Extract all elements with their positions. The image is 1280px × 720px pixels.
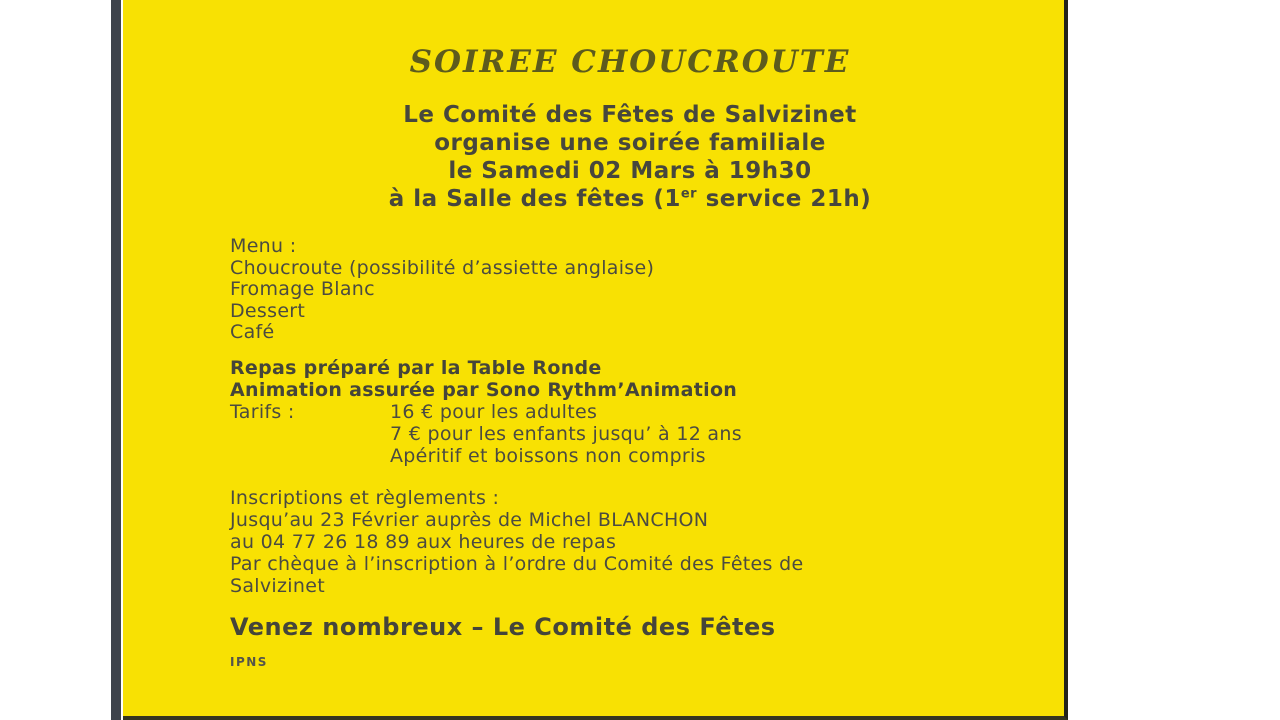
ipns-note: IPNS	[230, 655, 268, 669]
menu-item: Choucroute (possibilité d’assiette anglaise)	[230, 256, 655, 279]
closing-line: Venez nombreux – Le Comité des Fêtes	[230, 613, 776, 641]
flyer-content	[230, 0, 1030, 720]
menu-item: Fromage Blanc	[230, 278, 375, 300]
inscription-section	[230, 487, 803, 597]
flyer-title: SOIREE CHOUCROUTE	[409, 44, 851, 80]
menu-heading: Menu :	[230, 235, 297, 257]
tarif-adults: 16 € pour les adultes	[390, 401, 598, 423]
inscription-heading: Inscriptions et règlements :	[230, 487, 500, 509]
inscription-deadline: Jusqu’au 23 Février auprès de Michel BLANCHON	[230, 509, 709, 531]
tarifs-label: Tarifs :	[230, 401, 295, 423]
inscription-cheque-line-cont: Salvizinet	[230, 575, 325, 597]
tarif-row	[230, 401, 742, 423]
tarif-row	[230, 445, 742, 467]
venue-superscript: er	[680, 186, 698, 202]
venue-text-suffix: service 21h)	[697, 186, 872, 212]
intro-line-venue	[230, 185, 1030, 213]
intro-line-event: organise une soirée familiale	[434, 130, 826, 156]
tarifs-label-spacer	[230, 423, 390, 445]
menu-item: Café	[230, 321, 275, 343]
menu-item: Dessert	[230, 299, 306, 322]
flyer-intro	[230, 101, 1030, 213]
flyer-paper	[123, 0, 1068, 720]
tarif-drinks-note: Apéritif et boissons non compris	[390, 445, 706, 467]
caterer-line: Repas préparé par la Table Ronde	[230, 357, 602, 379]
animation-line: Animation assurée par Sono Rythm’Animation	[230, 379, 738, 401]
inscription-cheque-line: Par chèque à l’inscription à l’ordre du Comité des Fêtes de	[230, 553, 804, 575]
tarifs-label-spacer	[230, 445, 390, 467]
intro-line-organizer: Le Comité des Fêtes de Salvizinet	[403, 102, 857, 128]
tarif-children: 7 € pour les enfants jusqu’ à 12 ans	[390, 423, 742, 445]
inscription-phone: au 04 77 26 18 89 aux heures de repas	[230, 531, 617, 553]
tarif-row	[230, 423, 742, 445]
venue-text-prefix: à la Salle des fêtes (1	[388, 186, 681, 212]
scan-left-edge-shadow	[111, 0, 121, 720]
details-section	[230, 357, 742, 467]
menu-section	[230, 236, 654, 344]
intro-line-date: le Samedi 02 Mars à 19h30	[448, 158, 812, 184]
